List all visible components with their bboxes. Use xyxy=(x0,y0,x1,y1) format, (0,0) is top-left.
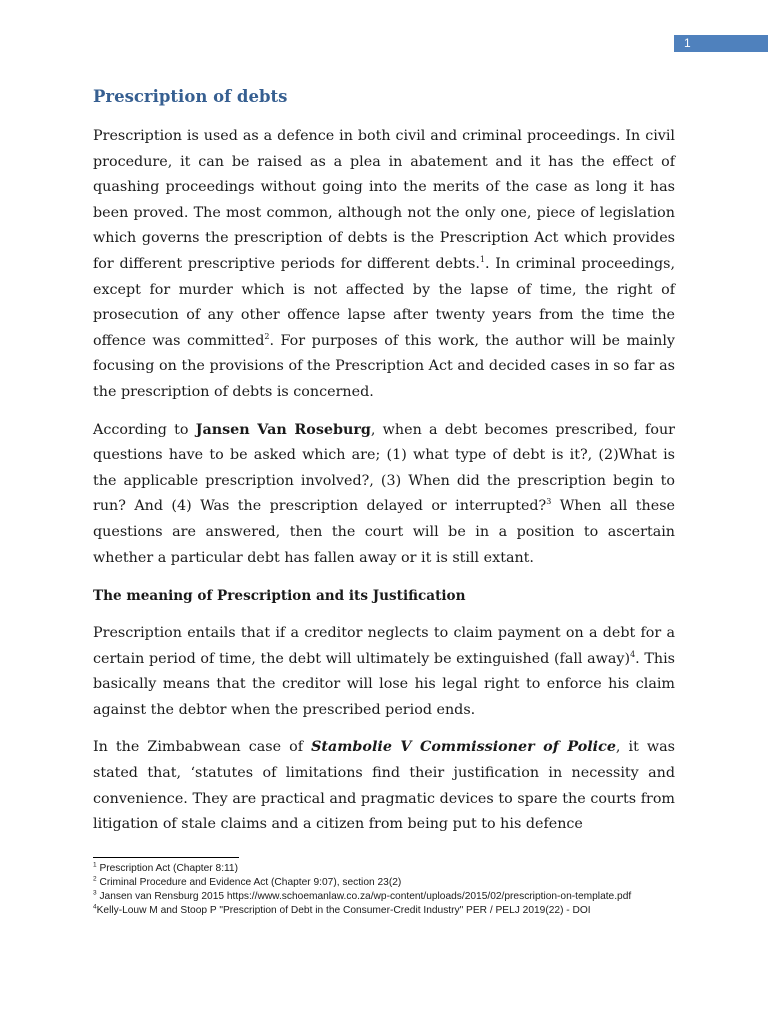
footnote-3: $^3$ Jansen van Rensburg 2015 https://www.schoemanlaw.co.za/wp-content/uploads/2015/02/prescription-on-template.pdf xyxy=(93,889,632,902)
paragraph-questions: According to Jansen Van Roseburg, when a debt becomes prescribed, four questions have to be asked which are; (1) what type of debt is it?, (2)What is the applicable prescription involved?, (3) When did the prescription begin to run? And (4) Was the prescription delayed or interrupted?$^3$ When all these questions are answered, then the court will be in a position to ascertain whether a particular debt has fallen away or it is still extant. xyxy=(93,421,676,566)
footnote-4: $^4$Kelly-Louw M and Stoop P "Prescription of Debt in the Consumer-Credit Industry" PER / PELJ 2019(22) - DOI xyxy=(93,903,591,916)
footnote-1: $^1$ Prescription Act (Chapter 8:11) xyxy=(93,861,238,874)
footnote-2: $^2$ Criminal Procedure and Evidence Act (Chapter 9:07), section 23(2) xyxy=(93,875,402,888)
footnote-ref-2[interactable]: 2 xyxy=(264,331,270,341)
section-heading: The meaning of Prescription and its Justification xyxy=(93,588,466,605)
footnote-ref-3[interactable]: 3 xyxy=(546,497,552,507)
author-name: Jansen Van Roseburg xyxy=(195,421,371,438)
footnote-separator xyxy=(93,857,239,858)
paragraph-intro: Prescription is used as a defence in both civil and criminal proceedings. In civil procedure, it can be raised as a plea in abatement and it has the effect of quashing proceedings without going into the merits of the case as long it has been proved. The most common, although not the only one, piece of legislation which governs the prescription of debts is the Prescription Act which provides for different prescriptive periods for different debts.$^1$. In criminal proceedings, except for murder which is not affected by the lapse of time, the right of prosecution of any other offence lapse after twenty years from the time the offence was committed$^2$. For purposes of this work, the author will be mainly focusing on the provisions of the Prescription Act and decided cases in so far as the prescription of debts is concerned. xyxy=(93,128,675,400)
page-title: Prescription of debts xyxy=(93,87,288,106)
page-number: 1 xyxy=(684,36,691,50)
footnote-ref-1[interactable]: 1 xyxy=(479,255,485,265)
case-name: Stambolie V Commissioner of Police xyxy=(311,739,616,756)
footnote-ref-4[interactable]: 4 xyxy=(630,649,636,659)
paragraph-meaning: Prescription entails that if a creditor neglects to claim payment on a debt for a certain period of time, the debt will ultimately be extinguished (fall away)$^4$. This basically means that the creditor will lose his legal right to enforce his claim against the debtor when the prescribed period ends. xyxy=(93,625,675,718)
document-body xyxy=(93,84,675,850)
page-number-bar xyxy=(674,35,768,52)
paragraph-case: In the Zimbabwean case of Stambolie V Commissioner of Police, it was stated that, ‘statutes of limitations find their justification in necessity and convenience. They are practical and pragmatic devices to spare the courts from litigation of stale claims and a citizen from being put to his defence xyxy=(93,739,675,833)
footnotes xyxy=(93,862,675,918)
